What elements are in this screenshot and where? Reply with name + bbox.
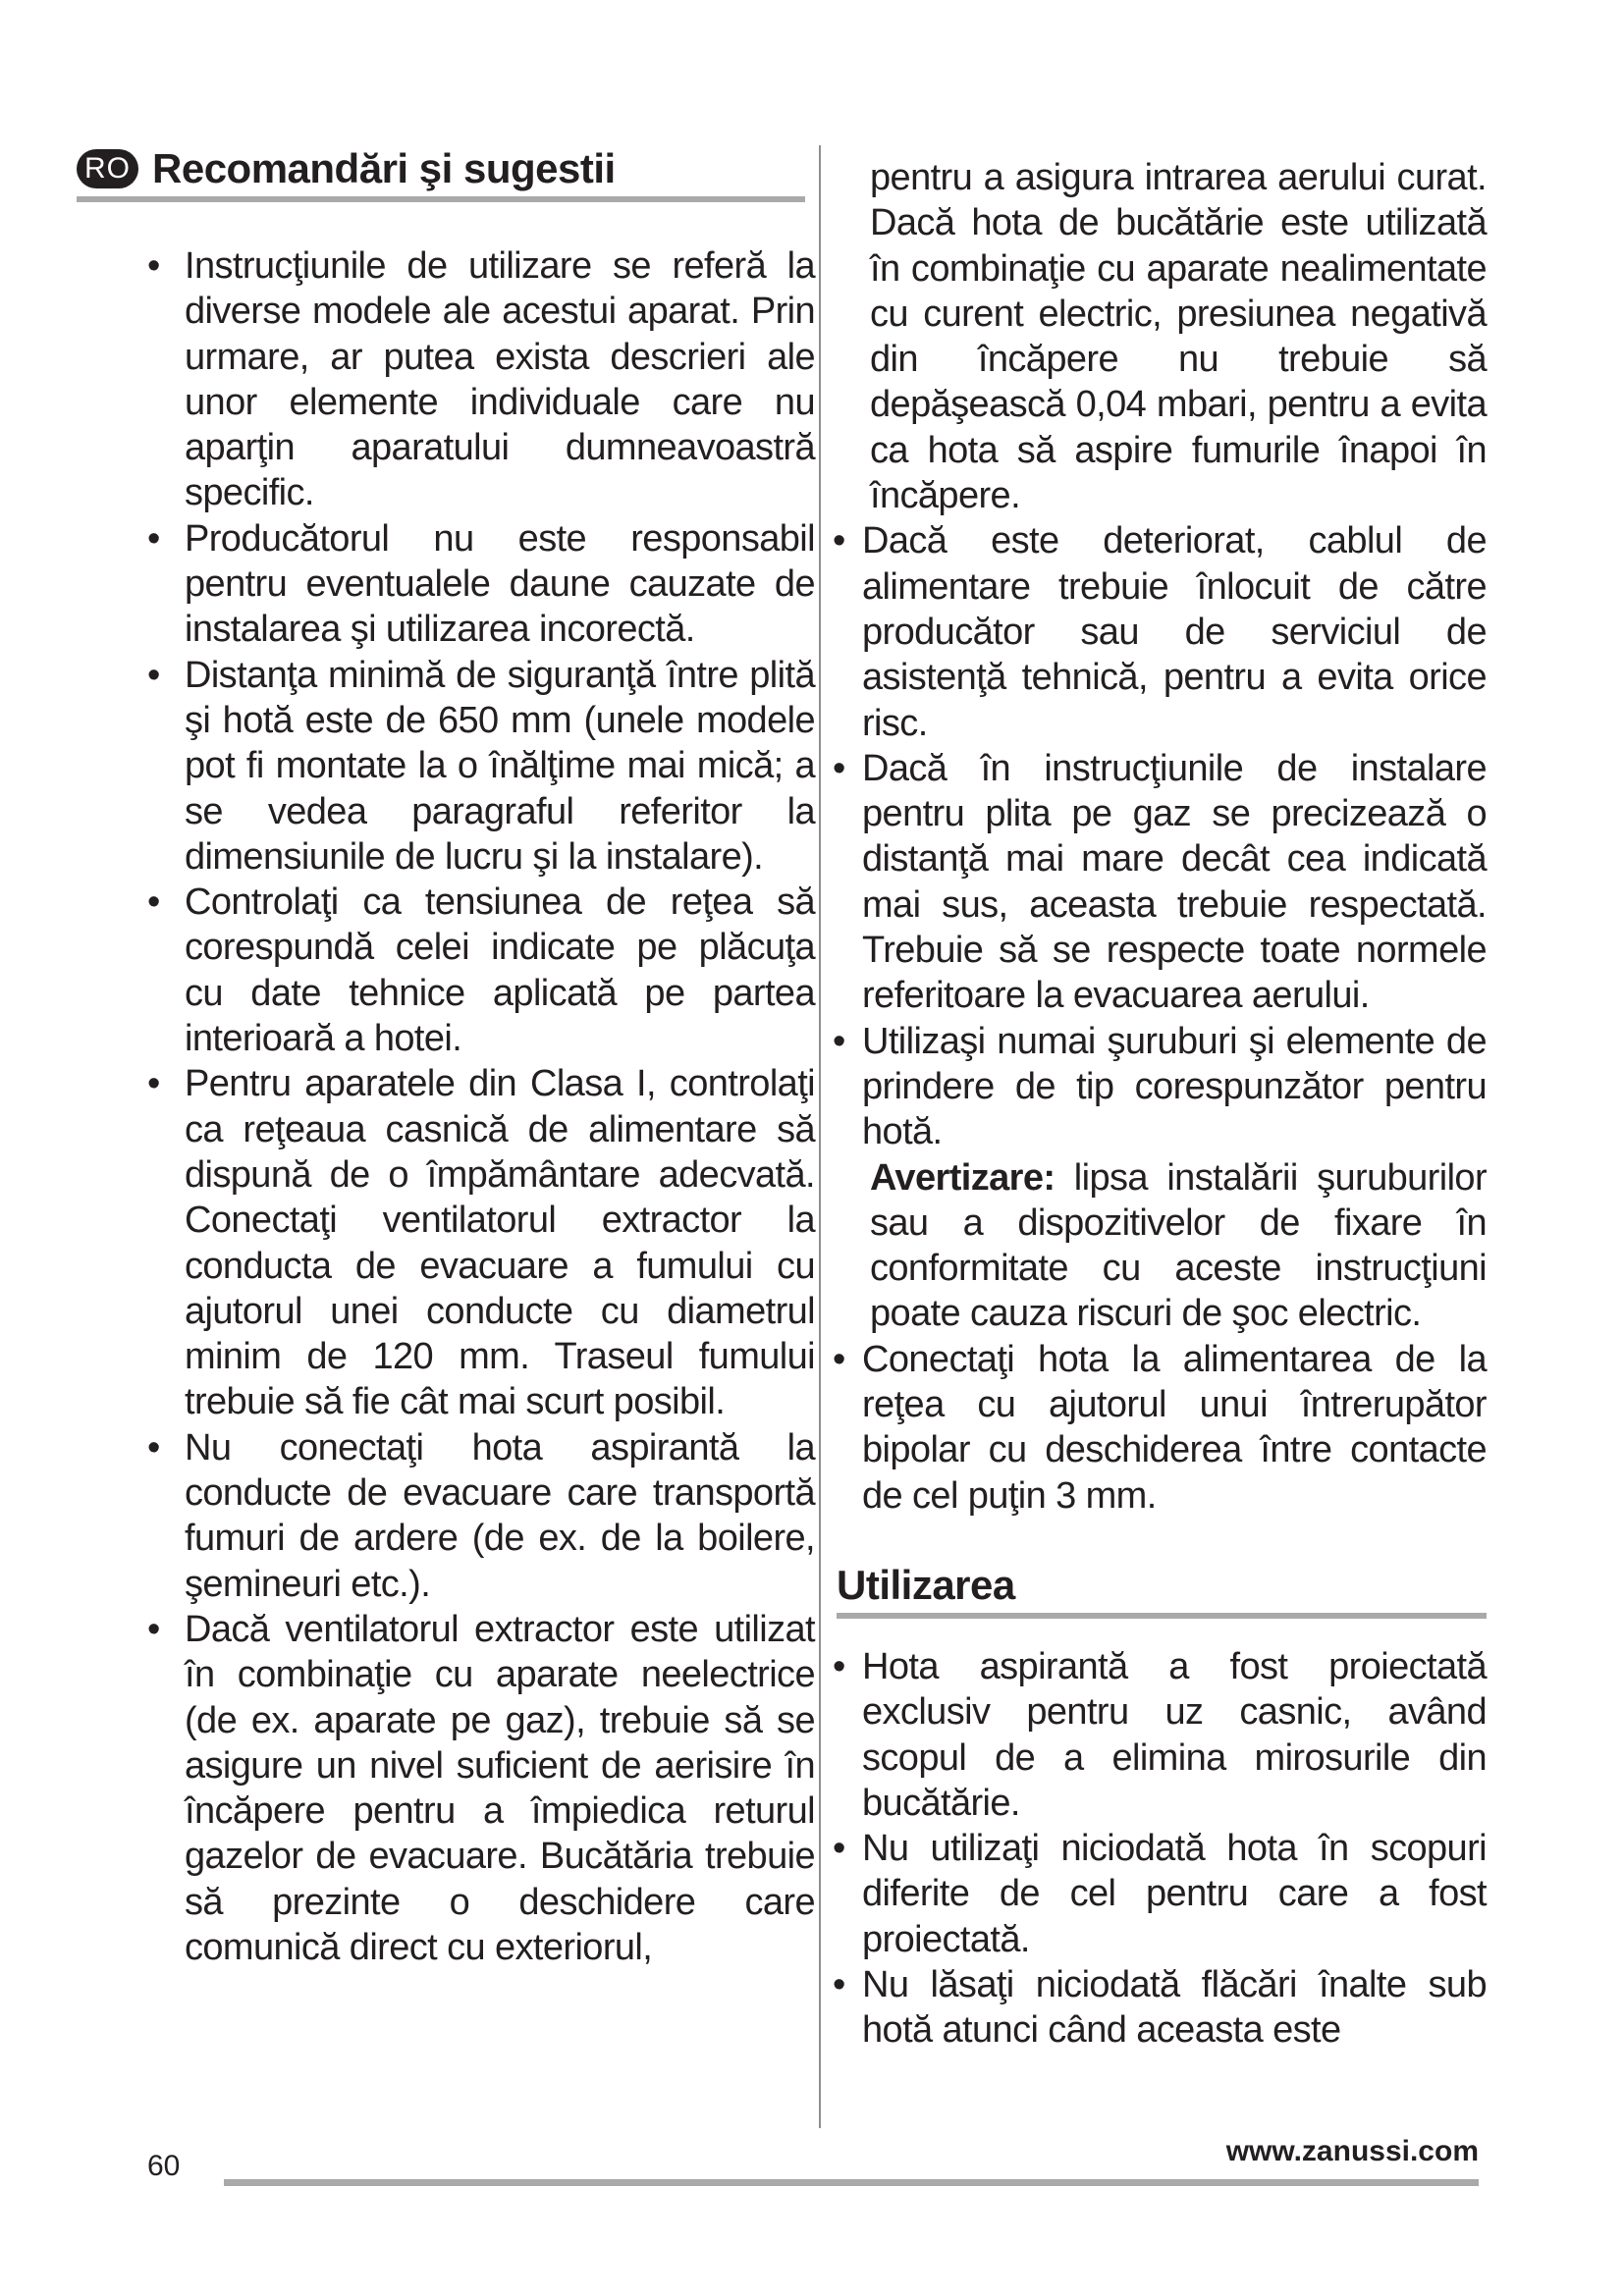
bullet-icon: •	[147, 881, 160, 924]
bullet-icon: •	[833, 747, 845, 789]
list-item: • Instrucţiunile de utilizare se referă la diverse modele ale acestui aparat. Prin urmare, ar putea exista descrieri ale unor elemente individuale care nu aparţin aparatului dumneavoastră specific.	[147, 245, 815, 514]
bullet-icon: •	[833, 1020, 845, 1062]
bullet-icon: •	[147, 517, 160, 560]
language-badge: RO	[77, 149, 138, 188]
list-item: • Nu conectaţi hota aspirantă la conducte de evacuare care transportă fumuri de ardere (de ex. de la boilere, şemineuri etc.).	[147, 1426, 815, 1605]
warning-text: lipsa instalării şuruburilor sau a dispozitivelor de fixare în conformitate cu aceste instrucţiuni poate cauza riscuri de şoc electric.	[870, 1156, 1487, 1335]
warning-label: Avertizare:	[870, 1156, 1056, 1199]
left-column	[84, 145, 815, 1970]
list-item: • Hota aspirantă a fost proiectată exclusiv pentru uz casnic, având scopul de a elimina mirosurile din bucătărie.	[833, 1645, 1487, 1824]
bullet-icon: •	[833, 1963, 845, 2005]
section-header-usage	[837, 1562, 1487, 1619]
section-header-recommendations	[77, 145, 805, 202]
list-item: • Dacă în instrucţiunile de instalare pentru plita pe gaz se precizează o distanţă mai mare decât cea indicată mai sus, aceasta trebuie respectată. Trebuie să se respecte toate normele referitoare la evacuarea aerului.	[833, 747, 1487, 1017]
bullet-icon: •	[147, 1608, 160, 1650]
website-link[interactable]: www.zanussi.com	[1225, 2135, 1479, 2167]
list-item: • Conectaţi hota la alimentarea de la reţea cu ajutorul unui întrerupător bipolar cu deschiderea între contacte de cel puţin 3 mm.	[833, 1338, 1487, 1517]
column-divider	[819, 145, 821, 2128]
list-item: • Controlaţi ca tensiunea de reţea să corespundă celei indicate pe plăcuţa cu date tehnice aplicată pe partea interioară a hotei.	[147, 881, 815, 1060]
warning-paragraph	[833, 1155, 1487, 1337]
list-item: • Dacă este deteriorat, cablul de alimentare trebuie înlocuit de către producător sau de serviciul de asistenţă tehnică, pentru a evita orice risc.	[833, 520, 1487, 744]
bullet-icon: •	[833, 1645, 845, 1687]
list-item: • Nu lăsaţi niciodată flăcări înalte sub hotă atunci când aceasta este	[833, 1963, 1487, 2052]
list-item: • Utilizaşi numai şuruburi şi elemente de prindere de tip corespunzător pentru hotă.	[833, 1020, 1487, 1153]
right-column	[833, 155, 1487, 2054]
bullet-icon: •	[833, 1828, 845, 1870]
bullet-icon: •	[147, 1426, 160, 1468]
continuation-paragraph: pentru a asigura intrarea aerului curat. Dacă hota de bucătărie este utilizată în combinaţie cu aparate nealimentate cu curent electric, presiunea negativă din încăpere nu trebuie să depăşească 0,04 mbari, pentru a evita ca hota să aspire fumurile înapoi în încăpere.	[870, 157, 1487, 517]
bullet-icon: •	[833, 1338, 845, 1380]
list-item: • Dacă ventilatorul extractor este utilizat în combinaţie cu aparate neelectrice (de ex. aparate pe gaz), trebuie să se asigure un nivel suficient de aerisire în încăpere pentru a împiedica returul gazelor de evacuare. Bucătăria trebuie să prezinte o deschidere care comunică direct cu exteriorul,	[147, 1608, 815, 1968]
usage-title: Utilizarea	[837, 1561, 1015, 1608]
page-number: 60	[147, 2150, 181, 2182]
bullet-icon: •	[147, 1063, 160, 1105]
bullet-icon: •	[833, 520, 845, 562]
list-item: • Distanţa minimă de siguranţă între plită şi hotă este de 650 mm (unele modele pot fi montate la o înălţime mai mică; a se vedea paragraful referitor la dimensiunile de lucru şi la instalare).	[147, 654, 815, 878]
list-item: • Producătorul nu este responsabil pentru eventualele daune cauzate de instalarea şi utilizarea incorectă.	[147, 517, 815, 651]
bullet-icon: •	[147, 654, 160, 696]
list-item: • Pentru aparatele din Clasa I, controlaţi ca reţeaua casnică de alimentare să dispună de o împământare adecvată. Conectaţi ventilatorul extractor la conducta de evacuare a fumului cu ajutorul unei conducte cu diametrul minim de 120 mm. Traseul fumului trebuie să fie cât mai scurt posibil.	[147, 1063, 815, 1423]
bullet-icon: •	[147, 245, 160, 287]
list-item: • Nu utilizaţi niciodată hota în scopuri diferite de cel pentru care a fost proiectată.	[833, 1828, 1487, 1960]
section-title: Recomandări şi sugestii	[152, 145, 616, 191]
footer-rule	[224, 2179, 1479, 2186]
